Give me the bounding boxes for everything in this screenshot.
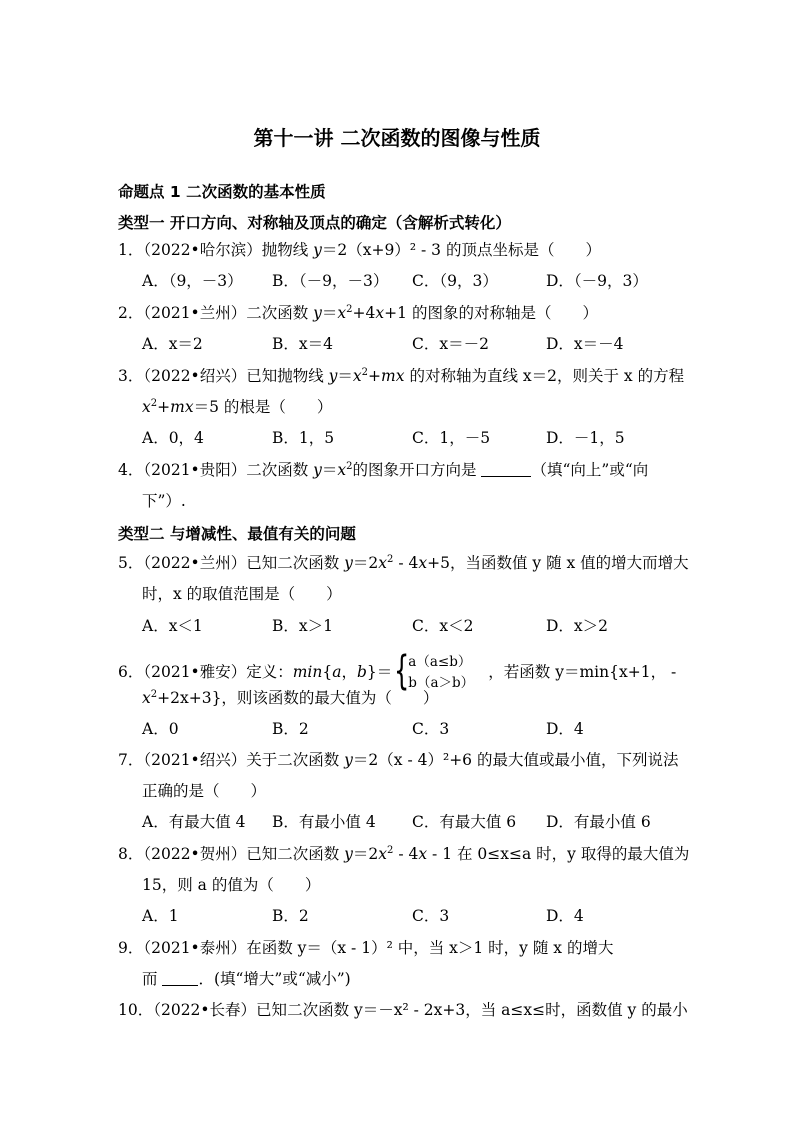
- q8-option-c: C．3: [412, 907, 450, 925]
- q5-option-a: A．x＜1: [142, 617, 203, 635]
- q5-option-b: B．x＞1: [272, 617, 333, 635]
- question-4-line2: 下”）.: [142, 492, 186, 510]
- q1-body: （x+9）² - 3 的顶点坐标是（ ）: [347, 241, 601, 259]
- q6-option-b: B．2: [272, 720, 309, 738]
- answer-blank[interactable]: [481, 462, 531, 477]
- q2-option-c: C．x＝－2: [412, 335, 489, 353]
- question-8: 8．（2022•贺州）已知二次函数 $y=2x^2 - 4x - 1$ 在 0≤x≤a 时，y 取得的最大值为: [118, 845, 690, 863]
- piecewise-case-1: a（a≤b）: [408, 654, 472, 670]
- page-title: 第十一讲 二次函数的图像与性质: [253, 126, 541, 150]
- q9-hint: ．(填“增大”或“减小”): [198, 970, 351, 988]
- question-7-line2: 正确的是（ ）: [142, 782, 267, 800]
- q2-option-a: A．x＝2: [142, 335, 203, 353]
- q1-prefix: 1．（2022•哈尔滨）抛物线: [118, 241, 314, 259]
- question-9-line2: [142, 969, 351, 989]
- question-2: 2．（2021•兰州）二次函数 $y=x^2+4x+1$ 的图象的对称轴是（ ）: [118, 304, 598, 322]
- q3-option-d: D．－1，5: [546, 429, 625, 447]
- q7-prefix: 7．（2021•绍兴）关于二次函数: [118, 751, 345, 769]
- q9-prefix-line2: 而: [142, 970, 163, 988]
- q1-option-c: C．（9，3）: [412, 272, 498, 290]
- q6-body: ，若函数 y＝min{x+1， -: [488, 663, 677, 681]
- q2-prefix: 2．（2021•兰州）二次函数: [118, 304, 314, 322]
- q4-prefix: 4．（2021•贵阳）二次函数: [118, 461, 314, 479]
- q3-prefix: 3．（2022•绍兴）已知抛物线: [118, 367, 329, 385]
- question-3-line2: $x^2+mx=5$ 的根是（ ）: [142, 398, 333, 416]
- q4-hint: （填“向上”或“向: [531, 461, 649, 479]
- q3-body: 的对称轴为直线 x＝2，则关于 x 的方程: [409, 367, 685, 385]
- q3-option-c: C．1，－5: [412, 429, 491, 447]
- q8-body: 在 0≤x≤a 时，y 取得的最大值为: [457, 845, 690, 863]
- q7-option-b: B．有最小值 4: [272, 813, 376, 831]
- question-9: 9．（2021•泰州）在函数 y＝（x - 1）² 中，当 x＞1 时，y 随 x 的增大: [118, 939, 614, 957]
- q5-option-d: D．x＞2: [546, 617, 609, 635]
- piecewise-brace: { a（a≤b） b（a＞b）: [394, 648, 475, 694]
- question-8-line2: 15，则 a 的值为（ ）: [142, 876, 321, 894]
- q8-option-a: A．1: [142, 907, 179, 925]
- question-5-line2: 时，x 的取值范围是（ ）: [142, 585, 342, 603]
- section-heading: 命题点 1 二次函数的基本性质: [118, 183, 326, 201]
- q6-option-a: A．0: [142, 720, 179, 738]
- question-10: 10．（2022•长春）已知二次函数 y＝－x² - 2x+3，当 a≤x≤时，函数值 y 的最小: [118, 1001, 688, 1019]
- piecewise-case-2: b（a＞b）: [408, 675, 475, 691]
- q2-option-b: B．x＝4: [272, 335, 333, 353]
- q3-option-b: B．1，5: [272, 429, 335, 447]
- q6-body-line2: +2x+3}，则该函数的最大值为（ ）: [157, 689, 439, 707]
- q3-option-a: A．0，4: [142, 429, 204, 447]
- answer-blank[interactable]: [162, 971, 198, 986]
- q7-option-d: D．有最小值 6: [546, 813, 651, 831]
- question-5: 5．（2022•兰州）已知二次函数 $y=2x^2 - 4x+5$，当函数值 y 随 x 值的增大而增大: [118, 554, 689, 572]
- q4-body: 的图象开口方向是: [352, 461, 482, 479]
- question-7: 7．（2021•绍兴）关于二次函数 y＝2（x - 4）²+6 的最大值或最小值，下列说法: [118, 751, 679, 769]
- q7-body: （x - 4）²+6 的最大值或最小值，下列说法: [378, 751, 679, 769]
- q8-option-d: D．4: [546, 907, 584, 925]
- q1-option-a: A．（9，－3）: [142, 272, 243, 290]
- q3-body-line2: ＝5 的根是（ ）: [193, 398, 333, 416]
- q6-prefix: 6．（2021•雅安）定义：: [118, 663, 293, 681]
- question-3: 3．（2022•绍兴）已知抛物线 $y=x^2+mx$ 的对称轴为直线 x＝2，则关于 x 的方程: [118, 367, 685, 385]
- q5-body: ，当函数值 y 随 x 值的增大而增大: [449, 554, 689, 572]
- question-4: 4．（2021•贵阳）二次函数 $y=x^2$的图象开口方向是 （填“向上”或“向: [118, 461, 649, 479]
- q1-option-b: B．（－9，－3）: [272, 272, 389, 290]
- q5-prefix: 5．（2022•兰州）已知二次函数: [118, 554, 345, 572]
- question-6: 6．（2021•雅安）定义：min{a，b}＝ { a（a≤b） b（a＞b） ，若函数 y＝min{x+1， -: [118, 648, 677, 694]
- q2-option-d: D．x＝－4: [546, 335, 624, 353]
- q2-body: 的图象的对称轴是（ ）: [411, 304, 598, 322]
- question-1: 1．（2022•哈尔滨）抛物线 y＝2（x+9）² - 3 的顶点坐标是（ ）: [118, 241, 601, 259]
- subsection-heading-type2: 类型二 与增减性、最值有关的问题: [118, 525, 356, 543]
- q8-prefix: 8．（2022•贺州）已知二次函数: [118, 845, 345, 863]
- q7-option-a: A．有最大值 4: [142, 813, 246, 831]
- q1-option-d: D．（－9，3）: [546, 272, 648, 290]
- q8-option-b: B．2: [272, 907, 309, 925]
- question-6-line2: $x^2+2x+3$}，则该函数的最大值为（ ）: [142, 689, 439, 707]
- subsection-heading-type1: 类型一 开口方向、对称轴及顶点的确定（含解析式转化）: [118, 214, 511, 232]
- q5-option-c: C．x＜2: [412, 617, 474, 635]
- q6-option-d: D．4: [546, 720, 584, 738]
- q7-option-c: C．有最大值 6: [412, 813, 517, 831]
- q6-option-c: C．3: [412, 720, 450, 738]
